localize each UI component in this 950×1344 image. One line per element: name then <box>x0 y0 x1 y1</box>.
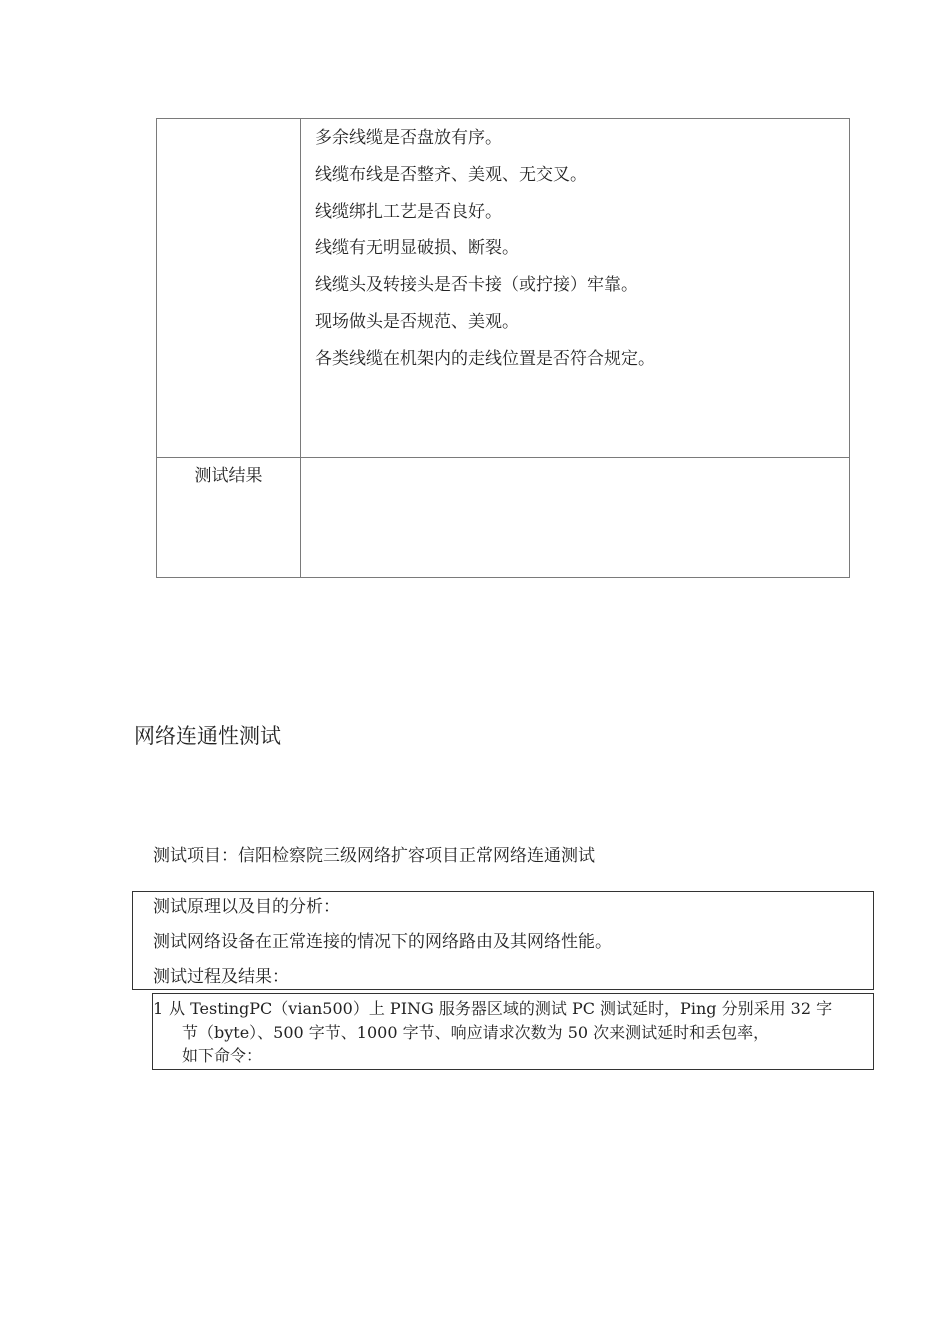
table-column-divider <box>300 119 301 577</box>
step-text-line: 从 TestingPC（vian500）上 PING 服务器区域的测试 PC 测试延时，Ping 分别采用 32 字 <box>169 999 833 1018</box>
checklist-item: 多余线缆是否盘放有序。 <box>315 128 502 148</box>
section-title: 网络连通性测试 <box>134 724 281 748</box>
checklist-item: 线缆头及转接头是否卡接（或拧接）牢靠。 <box>315 275 638 295</box>
step-text-line: 如下命令： <box>182 1046 263 1065</box>
test-result-label: 测试结果 <box>194 466 263 486</box>
step-number: 1 <box>153 999 164 1018</box>
cable-checklist-table <box>156 118 850 578</box>
test-project-line: 测试项目：信阳检察院三级网络扩容项目正常网络连通测试 <box>153 846 595 866</box>
process-heading: 测试过程及结果： <box>153 967 289 987</box>
checklist-item: 线缆有无明显破损、断裂。 <box>315 238 519 258</box>
test-step-box <box>152 993 874 1070</box>
principle-heading: 测试原理以及目的分析： <box>153 897 340 917</box>
table-row-divider <box>157 457 849 458</box>
step-text-line: 节（byte）、500 字节、1000 字节、响应请求次数为 50 次来测试延时和丢包率， <box>182 1023 770 1042</box>
checklist-item: 线缆绑扎工艺是否良好。 <box>315 202 502 222</box>
test-principle-box <box>132 891 874 990</box>
principle-description: 测试网络设备在正常连接的情况下的网络路由及其网络性能。 <box>153 932 612 952</box>
checklist-item: 现场做头是否规范、美观。 <box>315 312 519 332</box>
checklist-item: 各类线缆在机架内的走线位置是否符合规定。 <box>315 349 655 369</box>
checklist-item: 线缆布线是否整齐、美观、无交叉。 <box>315 165 587 185</box>
